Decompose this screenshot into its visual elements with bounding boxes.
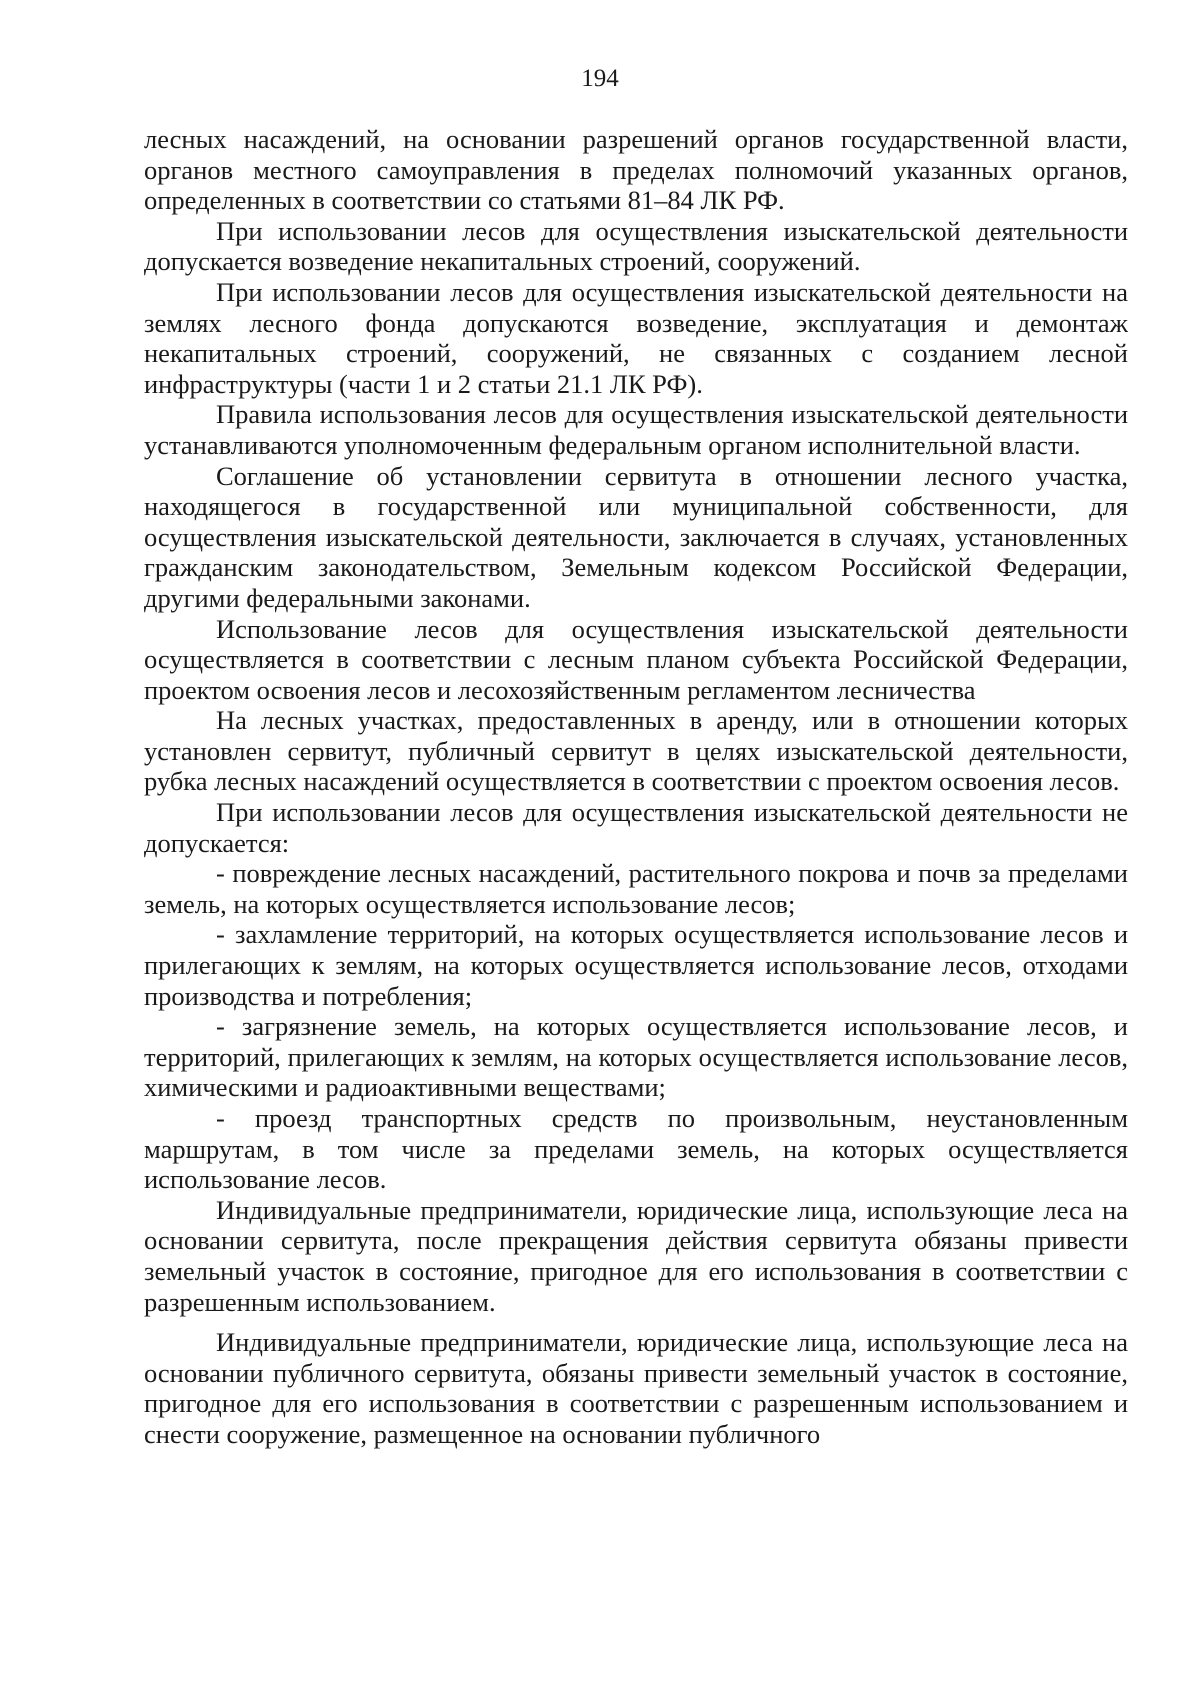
paragraph: На лесных участках, предоставленных в аренду, или в отношении которых установлен сервитут, публичный сервитут в целях изыскательской деятельности, рубка лесных насаждений осуществляется в соответствии с проектом освоения лесов. <box>144 705 1128 797</box>
list-item: - проезд транспортных средств по произвольным, неустановленным маршрутам, в том числе за пределами земель, на которых осуществляется использование лесов. <box>144 1103 1128 1195</box>
paragraph: Использование лесов для осуществления изыскательской деятельности осуществляется в соответствии с лесным планом субъекта Российской Федерации, проектом освоения лесов и лесохозяйственным регламентом лесничества <box>144 613 1128 705</box>
paragraph-continuation: лесных насаждений, на основании разрешений органов государственной власти, органов местного самоуправления в пределах полномочий указанных органов, определенных в соответствии со статьями 81–84 ЛК РФ. <box>144 124 1128 216</box>
paragraph: Соглашение об установлении сервитута в отношении лесного участка, находящегося в государственной или муниципальной собственности, для осуществления изыскательской деятельности, заключается в случаях, установленных гражданским законодательством, Земельным кодексом Российской Федерации, другими федеральными законами. <box>144 460 1128 613</box>
list-item: - повреждение лесных насаждений, растительного покрова и почв за пределами земель, на которых осуществляется использование лесов; <box>144 858 1128 919</box>
paragraph: Индивидуальные предприниматели, юридические лица, использующие леса на основании сервитута, после прекращения действия сервитута обязаны привести земельный участок в состояние, пригодное для его использования в соответствии с разрешенным использованием. <box>144 1194 1128 1317</box>
document-body <box>144 124 1128 1450</box>
paragraph: Правила использования лесов для осуществления изыскательской деятельности устанавливаются уполномоченным федеральным органом исполнительной власти. <box>144 399 1128 460</box>
paragraph: Индивидуальные предприниматели, юридические лица, использующие леса на основании публичного сервитута, обязаны привести земельный участок в состояние, пригодное для его использования в соответствии с разрешенным использованием и снести сооружение, размещенное на основании публичного <box>144 1327 1128 1449</box>
list-item: - загрязнение земель, на которых осуществляется использование лесов, и территорий, прилегающих к землям, на которых осуществляется использование лесов, химическими и радиоактивными веществами; <box>144 1011 1128 1103</box>
paragraph: При использовании лесов для осуществления изыскательской деятельности допускается возведение некапитальных строений, сооружений. <box>144 215 1128 277</box>
list-item: - захламление территорий, на которых осуществляется использование лесов и прилегающих к землям, на которых осуществляется использование лесов, отходами производства и потребления; <box>144 919 1128 1011</box>
page-number: 194 <box>581 65 619 92</box>
paragraph: При использовании лесов для осуществления изыскательской деятельности не допускается: <box>144 797 1128 858</box>
paragraph: При использовании лесов для осуществления изыскательской деятельности на землях лесного фонда допускаются возведение, эксплуатация и демонтаж некапитальных строений, сооружений, не связанных с созданием лесной инфраструктуры (части 1 и 2 статьи 21.1 ЛК РФ). <box>144 276 1128 399</box>
